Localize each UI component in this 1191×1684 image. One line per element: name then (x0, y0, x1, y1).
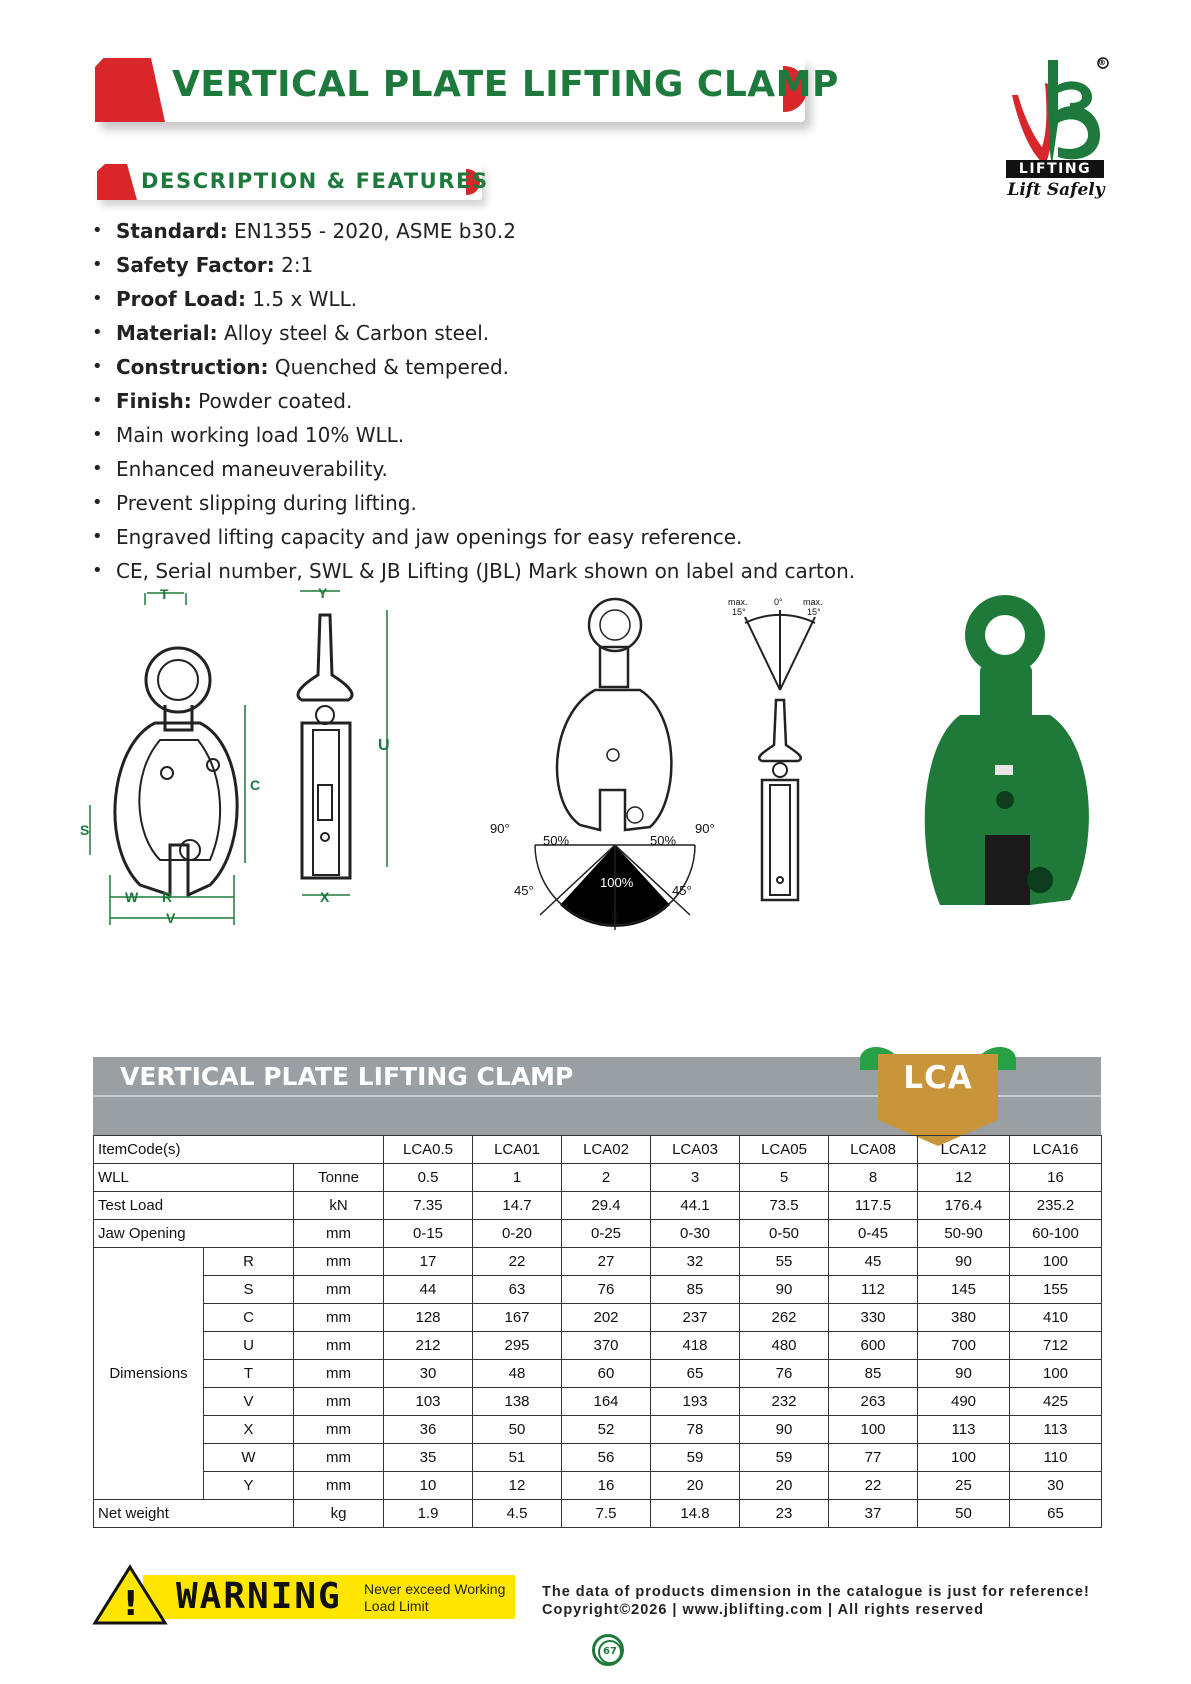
table-cell: 235.2 (1010, 1192, 1102, 1220)
list-item: • CE, Serial number, SWL & JB Lifting (JBL) Mark shown on label and carton. (92, 554, 855, 588)
table-row (94, 1332, 1102, 1360)
dim-label-r: R (162, 889, 173, 905)
features-list (92, 214, 855, 588)
table-cell: 712 (1010, 1332, 1102, 1360)
table-cell: 600 (829, 1332, 918, 1360)
table-row (94, 1136, 1102, 1164)
list-item: • Engraved lifting capacity and jaw openings for easy reference. (92, 520, 855, 554)
table-cell: 138 (473, 1388, 562, 1416)
table-cell: 5 (740, 1164, 829, 1192)
table-cell: 85 (651, 1276, 740, 1304)
section-title: DESCRIPTION & FEATURES (141, 169, 489, 193)
table-cell: 113 (1010, 1416, 1102, 1444)
dim-label-x: X (320, 889, 330, 905)
table-cell: 55 (740, 1248, 829, 1276)
table-cell: mm (294, 1332, 384, 1360)
table-cell: 0-45 (829, 1220, 918, 1248)
dim-label-y: Y (318, 585, 328, 601)
table-cell: 14.7 (473, 1192, 562, 1220)
table-cell: 1.9 (384, 1500, 473, 1528)
angle-label: 45° (514, 883, 534, 898)
angle-label: 0 (611, 908, 619, 923)
table-cell: 45 (829, 1248, 918, 1276)
table-cell: 25 (918, 1472, 1010, 1500)
table-cell: 73.5 (740, 1192, 829, 1220)
table-row (94, 1388, 1102, 1416)
table-cell: 8 (829, 1164, 918, 1192)
table-cell: 410 (1010, 1304, 1102, 1332)
table-cell: 65 (651, 1360, 740, 1388)
table-cell: 0-15 (384, 1220, 473, 1248)
table-cell: 193 (651, 1388, 740, 1416)
angle-label: 50% (543, 833, 570, 848)
table-cell: LCA0.5 (384, 1136, 473, 1164)
table-cell: 112 (829, 1276, 918, 1304)
table-cell: 490 (918, 1388, 1010, 1416)
table-cell: 35 (384, 1444, 473, 1472)
table-cell: 0-25 (562, 1220, 651, 1248)
table-row (94, 1192, 1102, 1220)
table-cell: 29.4 (562, 1192, 651, 1220)
table-cell: 12 (918, 1164, 1010, 1192)
table-cell: LCA12 (918, 1136, 1010, 1164)
table-cell: 100 (1010, 1248, 1102, 1276)
table-cell: mm (294, 1276, 384, 1304)
table-cell: 44.1 (651, 1192, 740, 1220)
table-cell: 103 (384, 1388, 473, 1416)
table-cell: 7.35 (384, 1192, 473, 1220)
table-cell: 113 (918, 1416, 1010, 1444)
table-cell: 78 (651, 1416, 740, 1444)
angle-diagram (557, 599, 671, 830)
table-row (94, 1164, 1102, 1192)
table-row (94, 1472, 1102, 1500)
table-cell: 60 (562, 1360, 651, 1388)
tilt-label: 0° (774, 597, 783, 607)
front-dimension-lines (90, 593, 245, 925)
table-row (94, 1360, 1102, 1388)
table-cell: LCA03 (651, 1136, 740, 1164)
table-cell: LCA05 (740, 1136, 829, 1164)
table-cell: 155 (1010, 1276, 1102, 1304)
table-cell: 425 (1010, 1388, 1102, 1416)
table-title: VERTICAL PLATE LIFTING CLAMP (120, 1062, 574, 1091)
table-cell: 330 (829, 1304, 918, 1332)
table-cell: 232 (740, 1388, 829, 1416)
angle-label: 90° (490, 821, 510, 836)
table-cell: Tonne (294, 1164, 384, 1192)
table-cell: 30 (1010, 1472, 1102, 1500)
table-cell: Y (204, 1472, 294, 1500)
list-item: • Material: Alloy steel & Carbon steel. (92, 316, 855, 350)
tilt-label: 15° (807, 607, 821, 617)
table-cell: 90 (918, 1248, 1010, 1276)
table-cell: 202 (562, 1304, 651, 1332)
table-cell: 59 (651, 1444, 740, 1472)
table-cell: 48 (473, 1360, 562, 1388)
table-row (94, 1444, 1102, 1472)
table-cell: 262 (740, 1304, 829, 1332)
table-cell: 27 (562, 1248, 651, 1276)
spec-table (93, 1135, 1102, 1528)
table-cell: 50 (473, 1416, 562, 1444)
table-cell: 77 (829, 1444, 918, 1472)
list-item: • Proof Load: 1.5 x WLL. (92, 282, 855, 316)
table-cell: 164 (562, 1388, 651, 1416)
table-cell: 22 (829, 1472, 918, 1500)
table-cell: 295 (473, 1332, 562, 1360)
table-cell: 44 (384, 1276, 473, 1304)
table-cell: 51 (473, 1444, 562, 1472)
table-cell: 20 (740, 1472, 829, 1500)
list-item: • Standard: EN1355 - 2020, ASME b30.2 (92, 214, 855, 248)
table-cell: 418 (651, 1332, 740, 1360)
table-cell: 0-30 (651, 1220, 740, 1248)
warning-note: Never exceed Working Load Limit (364, 1581, 506, 1614)
table-cell: 85 (829, 1360, 918, 1388)
table-cell: 30 (384, 1360, 473, 1388)
table-cell: Test Load (94, 1192, 294, 1220)
dim-label-t: T (160, 586, 169, 602)
tilt-label: 15° (732, 607, 746, 617)
registered-mark: ® (1098, 58, 1106, 67)
list-item: • Main working load 10% WLL. (92, 418, 855, 452)
side-view-drawing (298, 615, 352, 878)
dim-label-w: W (125, 889, 139, 905)
table-cell: 59 (740, 1444, 829, 1472)
table-cell: LCA01 (473, 1136, 562, 1164)
table-cell: 700 (918, 1332, 1010, 1360)
dimensions-label: Dimensions (94, 1248, 204, 1500)
dim-label-s: S (80, 822, 90, 838)
table-cell: 4.5 (473, 1500, 562, 1528)
table-cell: U (204, 1332, 294, 1360)
table-cell: 22 (473, 1248, 562, 1276)
dim-label-v: V (166, 910, 176, 926)
copyright-line: Copyright©2026 | www.jblifting.com | All rights reserved (542, 1602, 984, 1618)
table-cell: mm (294, 1360, 384, 1388)
angle-label: 50% (650, 833, 677, 848)
table-cell: 76 (740, 1360, 829, 1388)
table-cell: 20 (651, 1472, 740, 1500)
table-cell: 380 (918, 1304, 1010, 1332)
table-cell: 3 (651, 1164, 740, 1192)
table-row (94, 1248, 1102, 1276)
angle-label: 45° (672, 883, 692, 898)
table-cell: LCA16 (1010, 1136, 1102, 1164)
table-cell: 90 (740, 1416, 829, 1444)
table-cell: 60-100 (1010, 1220, 1102, 1248)
table-cell: 100 (829, 1416, 918, 1444)
logo-wordmark: LIFTING (1006, 160, 1104, 178)
table-cell: 2 (562, 1164, 651, 1192)
table-cell: 37 (829, 1500, 918, 1528)
table-row (94, 1220, 1102, 1248)
table-cell: 52 (562, 1416, 651, 1444)
table-cell: Jaw Opening (94, 1220, 294, 1248)
table-cell: 145 (918, 1276, 1010, 1304)
table-cell: mm (294, 1472, 384, 1500)
dim-label-c: C (250, 777, 261, 793)
table-cell: 50 (918, 1500, 1010, 1528)
table-cell: 90 (740, 1276, 829, 1304)
table-cell: 63 (473, 1276, 562, 1304)
table-cell: 370 (562, 1332, 651, 1360)
table-row (94, 1500, 1102, 1528)
list-item: • Enhanced maneuverability. (92, 452, 855, 486)
table-cell: X (204, 1416, 294, 1444)
tilt-diagram (745, 610, 815, 900)
table-cell: 117.5 (829, 1192, 918, 1220)
table-cell: 1 (473, 1164, 562, 1192)
table-cell: 0-20 (473, 1220, 562, 1248)
table-cell: kg (294, 1500, 384, 1528)
table-cell: mm (294, 1444, 384, 1472)
table-row (94, 1276, 1102, 1304)
table-cell: R (204, 1248, 294, 1276)
table-cell: 237 (651, 1304, 740, 1332)
angle-label: 90° (695, 821, 715, 836)
table-cell: 17 (384, 1248, 473, 1276)
list-item: • Safety Factor: 2:1 (92, 248, 855, 282)
table-cell: 16 (1010, 1164, 1102, 1192)
table-cell: mm (294, 1248, 384, 1276)
table-cell: Net weight (94, 1500, 294, 1528)
table-cell: T (204, 1360, 294, 1388)
table-cell: 65 (1010, 1500, 1102, 1528)
clamp-photo (925, 595, 1089, 905)
table-cell: 56 (562, 1444, 651, 1472)
page-number-badge (592, 1634, 624, 1666)
table-cell: 7.5 (562, 1500, 651, 1528)
table-cell: mm (294, 1304, 384, 1332)
table-cell: 128 (384, 1304, 473, 1332)
table-cell: 12 (473, 1472, 562, 1500)
table-cell: 23 (740, 1500, 829, 1528)
page-number: 67 (598, 1640, 622, 1664)
page-title: VERTICAL PLATE LIFTING CLAMP (172, 64, 839, 105)
logo-tagline: Lift Safely (1007, 180, 1105, 200)
table-cell: C (204, 1304, 294, 1332)
table-cell: 14.8 (651, 1500, 740, 1528)
table-cell: 10 (384, 1472, 473, 1500)
table-cell: S (204, 1276, 294, 1304)
table-cell: ItemCode(s) (94, 1136, 384, 1164)
table-row (94, 1304, 1102, 1332)
table-cell: 0.5 (384, 1164, 473, 1192)
angle-label: 100% (600, 875, 634, 890)
table-cell: LCA02 (562, 1136, 651, 1164)
disclaimer-line: The data of products dimension in the catalogue is just for reference! (542, 1584, 1090, 1600)
table-cell: 100 (918, 1444, 1010, 1472)
table-cell: LCA08 (829, 1136, 918, 1164)
table-cell: 176.4 (918, 1192, 1010, 1220)
table-cell: 212 (384, 1332, 473, 1360)
warning-word: WARNING (176, 1576, 342, 1617)
table-row (94, 1416, 1102, 1444)
table-cell: 76 (562, 1276, 651, 1304)
technical-drawings (80, 585, 1120, 1005)
list-item: • Prevent slipping during lifting. (92, 486, 855, 520)
table-cell: 16 (562, 1472, 651, 1500)
tilt-label: max. (728, 597, 748, 607)
tilt-label: max. (803, 597, 823, 607)
table-cell: 36 (384, 1416, 473, 1444)
table-cell: 90 (918, 1360, 1010, 1388)
table-cell: mm (294, 1220, 384, 1248)
front-view-drawing (115, 648, 237, 895)
table-cell: 110 (1010, 1444, 1102, 1472)
table-cell: 32 (651, 1248, 740, 1276)
table-cell: mm (294, 1388, 384, 1416)
table-cell: 263 (829, 1388, 918, 1416)
table-cell: V (204, 1388, 294, 1416)
table-cell: 50-90 (918, 1220, 1010, 1248)
table-cell: 167 (473, 1304, 562, 1332)
table-cell: WLL (94, 1164, 294, 1192)
table-cell: 480 (740, 1332, 829, 1360)
warning-exclamation-icon: ! (123, 1584, 139, 1624)
table-cell: 0-50 (740, 1220, 829, 1248)
table-cell: 100 (1010, 1360, 1102, 1388)
list-item: • Construction: Quenched & tempered. (92, 350, 855, 384)
footer-disclaimer (542, 1583, 1090, 1619)
list-item: • Finish: Powder coated. (92, 384, 855, 418)
series-code: LCA (903, 1060, 973, 1096)
dim-label-u: U (378, 737, 390, 754)
table-cell: mm (294, 1416, 384, 1444)
table-cell: kN (294, 1192, 384, 1220)
table-cell: W (204, 1444, 294, 1472)
